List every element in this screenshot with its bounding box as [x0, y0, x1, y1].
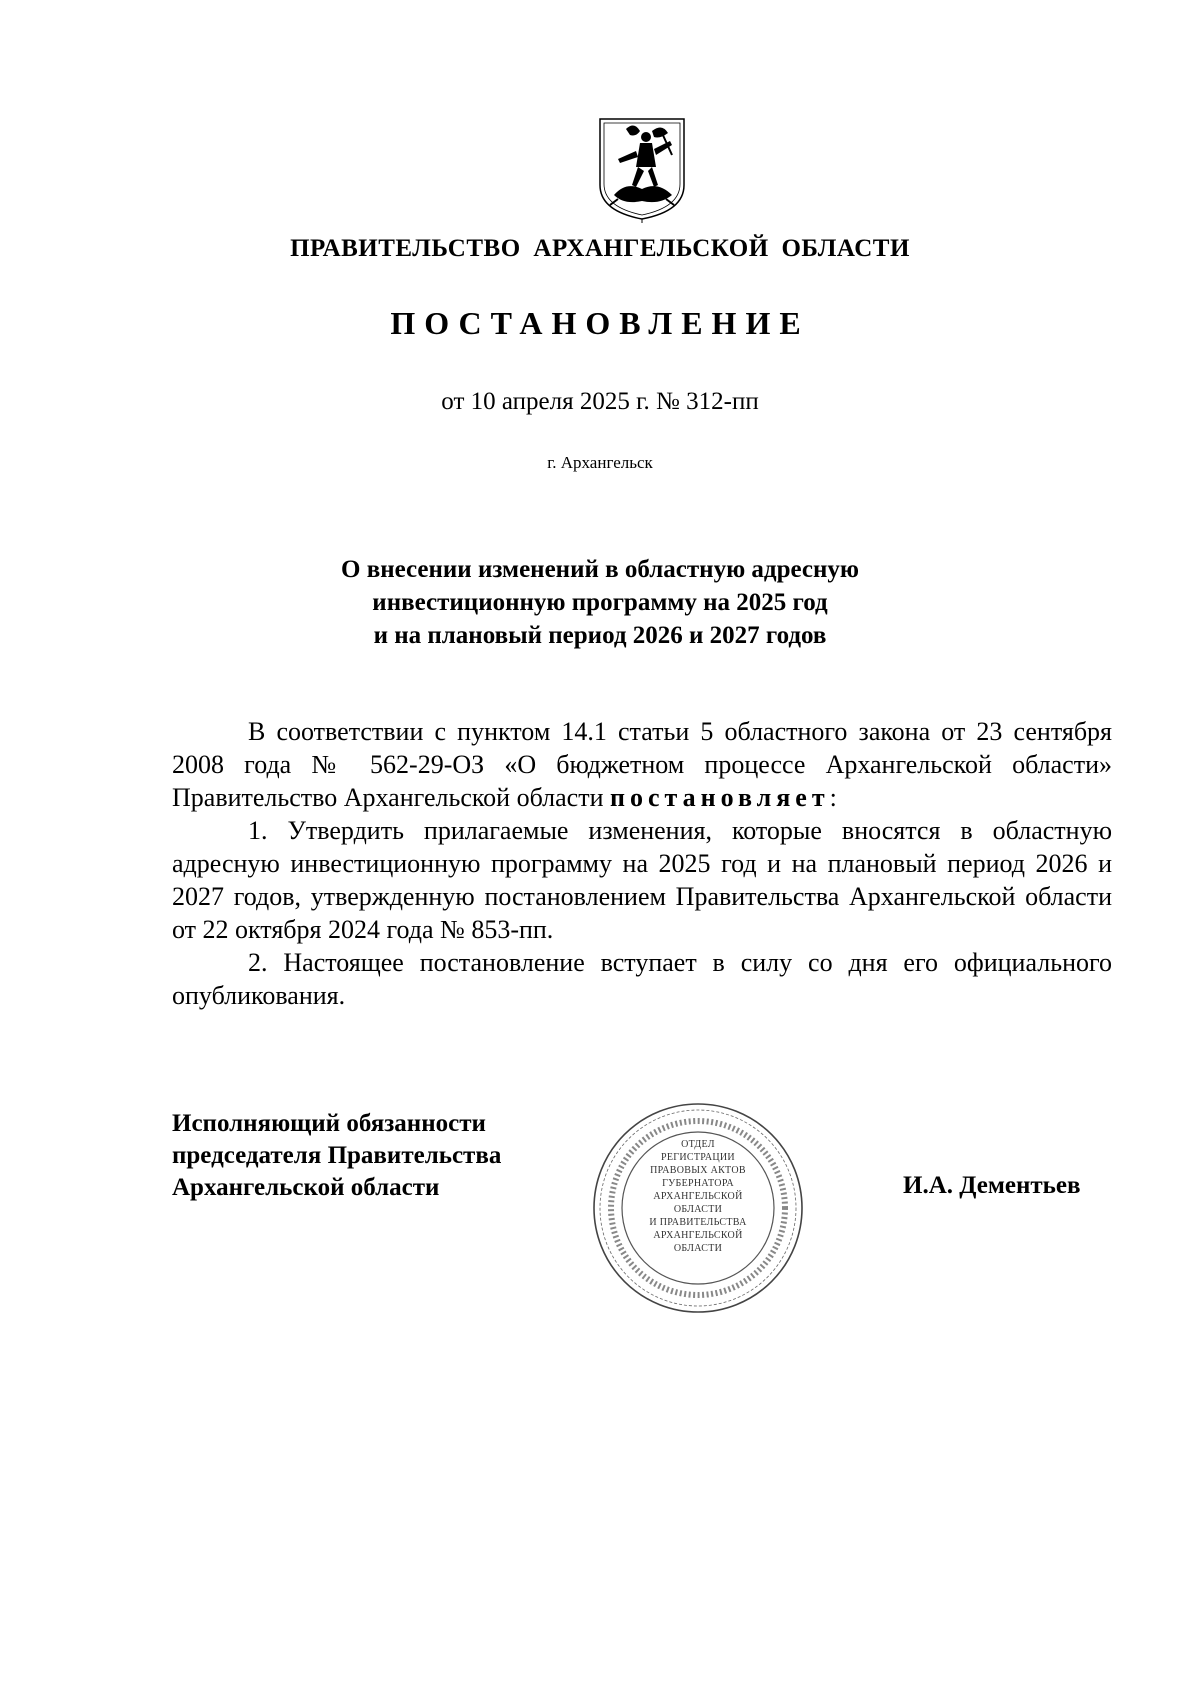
- subject-line: О внесении изменений в областную адресную: [341, 556, 859, 583]
- item-paragraph: 1. Утвердить прилагаемые изменения, которые вносятся в областную адресную инвестиционную программу на 2025 год и на плановый период 2026 и 2027 годов, утвержденную постановлением Правительства Архангельской области от 22 октября 2024 года № 853-пп.: [172, 816, 1112, 944]
- preamble-paragraph: [172, 715, 1112, 814]
- position-line: Исполняющий обязанности: [172, 1110, 486, 1137]
- signer-name: И.А. Дементьев: [903, 1172, 1081, 1199]
- resolves-colon: :: [829, 783, 837, 812]
- coat-of-arms-icon: [596, 115, 688, 223]
- item-paragraph: 2. Настоящее постановление вступает в силу со дня его официального опубликования.: [172, 948, 1112, 1010]
- position-line: председателя Правительства: [172, 1142, 502, 1169]
- preamble-text: В соответствии с пунктом 14.1 статьи 5 областного закона от 23 сентября 2008 года № 562-29-ОЗ «О бюджетном процессе Архангельской области» Правительство Архангельской области: [172, 717, 1112, 812]
- document-type: ПОСТАНОВЛЕНИЕ: [390, 305, 810, 341]
- document-city: г. Архангельск: [547, 453, 653, 472]
- seal-line: АРХАНГЕЛЬСКОЙ: [653, 1191, 743, 1202]
- seal-line: ОБЛАСТИ: [673, 1243, 723, 1254]
- document-date-number: от 10 апреля 2025 г. № 312-пп: [441, 388, 759, 415]
- seal-inner-text: [624, 1138, 772, 1255]
- resolves-word: постановляет: [610, 783, 830, 812]
- subject-line: и на плановый период 2026 и 2027 годов: [373, 622, 827, 649]
- seal-line: ОБЛАСТИ: [673, 1204, 723, 1215]
- seal-line: ПРАВОВЫХ АКТОВ: [650, 1165, 746, 1176]
- seal-line: АРХАНГЕЛЬСКОЙ: [653, 1230, 743, 1241]
- subject-line: инвестиционную программу на 2025 год: [372, 589, 828, 616]
- document-subject: [200, 553, 1000, 652]
- signer-position: [172, 1108, 501, 1204]
- seal-line: И ПРАВИТЕЛЬСТВА: [649, 1217, 747, 1228]
- document-body: [172, 715, 1112, 1012]
- government-title: ПРАВИТЕЛЬСТВО АРХАНГЕЛЬСКОЙ ОБЛАСТИ: [290, 235, 910, 262]
- position-line: Архангельской области: [172, 1174, 440, 1201]
- seal-line: РЕГИСТРАЦИИ: [661, 1152, 735, 1163]
- seal-line: ОТДЕЛ: [681, 1139, 715, 1150]
- seal-line: ГУБЕРНАТОРА: [662, 1178, 734, 1189]
